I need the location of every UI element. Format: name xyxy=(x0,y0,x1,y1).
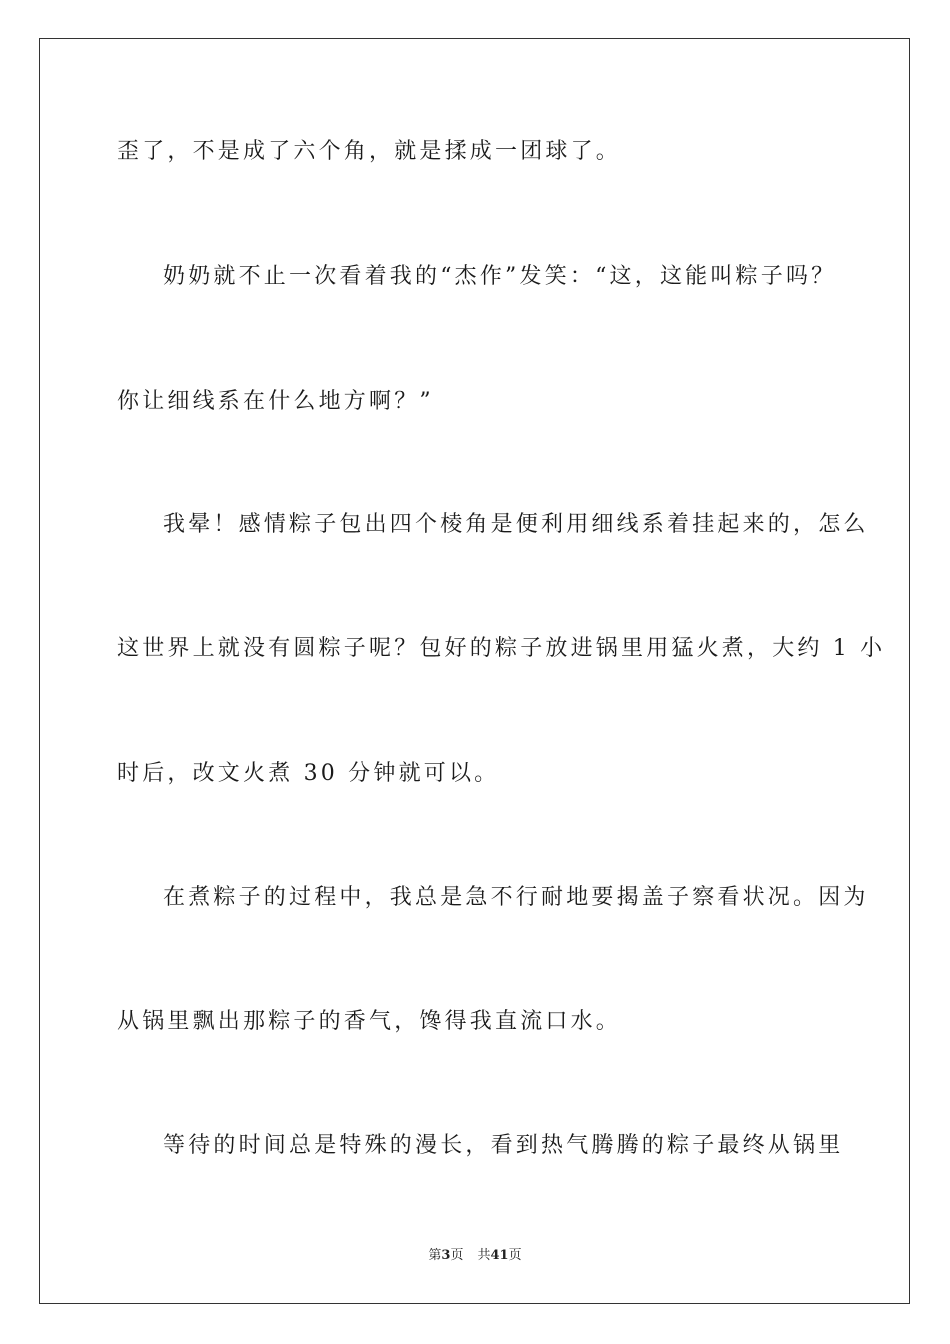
page-footer xyxy=(0,1247,950,1265)
text-line-2: 奶奶就不止一次看着我的“杰作”发笑：“这，这能叫粽子吗？ xyxy=(163,264,837,289)
page-frame xyxy=(39,38,910,1304)
text-line-7: 在煮粽子的过程中，我总是急不行耐地要揭盖子察看状况。因为 xyxy=(163,885,869,910)
footer-total-prefix: 共 xyxy=(477,1248,491,1263)
text-line-8: 从锅里飘出那粽子的香气，馋得我直流口水。 xyxy=(117,1009,622,1034)
footer-page-suffix: 页 xyxy=(450,1248,464,1263)
footer-page-number: 3 xyxy=(441,1248,451,1263)
footer-page-prefix: 第 xyxy=(428,1248,442,1263)
text-line-3: 你让细线系在什么地方啊？” xyxy=(117,389,434,414)
footer-total-suffix: 页 xyxy=(508,1248,522,1263)
text-line-9: 等待的时间总是特殊的漫长，看到热气腾腾的粽子最终从锅里 xyxy=(163,1133,844,1158)
text-line-5: 这世界上就没有圆粽子呢？包好的粽子放进锅里用猛火煮，大约 1 小 xyxy=(117,636,886,661)
text-line-6: 时后，改文火煮 30 分钟就可以。 xyxy=(117,761,500,786)
text-line-1: 歪了，不是成了六个角，就是揉成一团球了。 xyxy=(117,139,622,164)
text-line-4: 我晕！感情粽子包出四个棱角是便利用细线系着挂起来的，怎么 xyxy=(163,512,869,537)
footer-total-pages: 41 xyxy=(490,1248,509,1263)
